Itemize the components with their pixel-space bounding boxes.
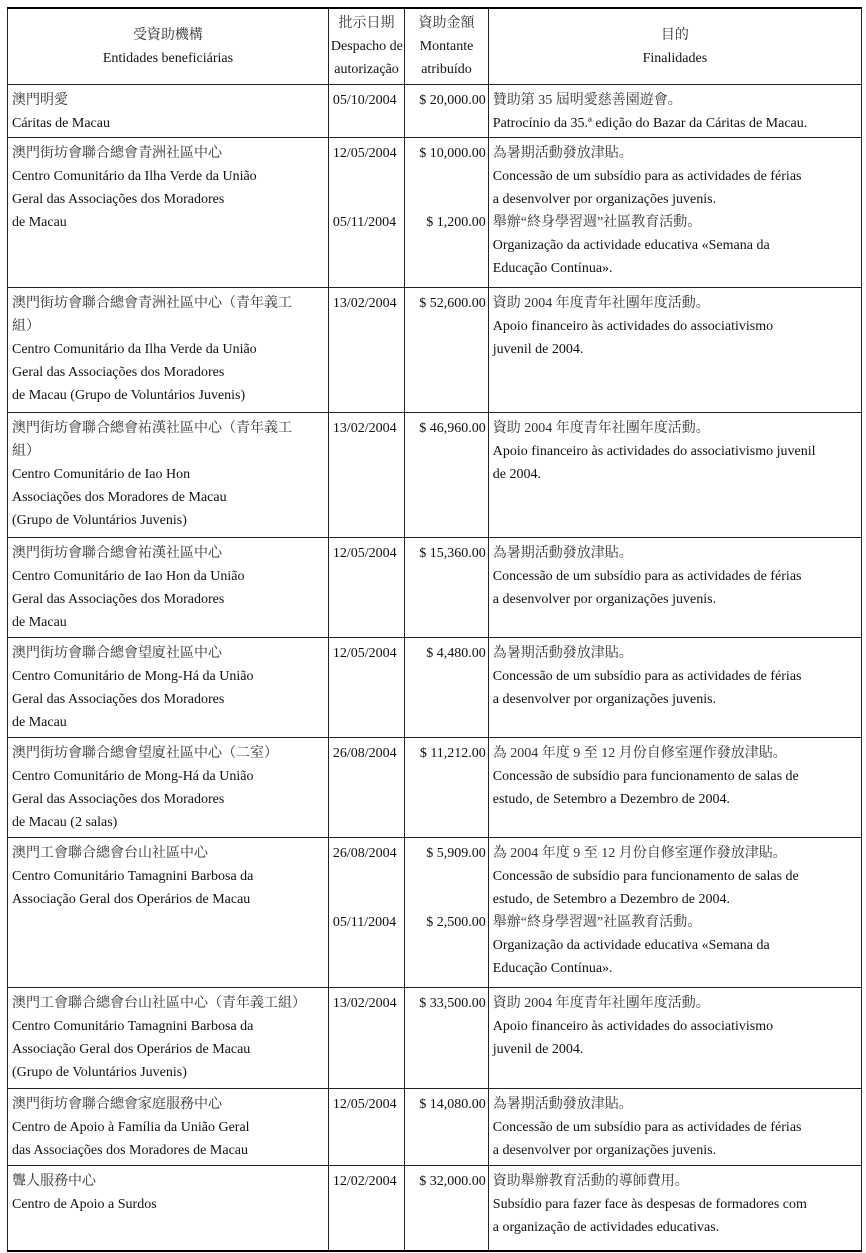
purpose-cell <box>488 638 861 738</box>
date-value: 13/02/2004 <box>332 421 397 436</box>
header-date-pt2: autorização <box>334 62 399 77</box>
entity-line: Centro Comunitário de Mong-Há da União <box>12 669 254 684</box>
entity-line: 澳門明愛 <box>12 93 68 108</box>
date-value: 05/10/2004 <box>332 93 397 108</box>
header-amount-zh: 資助金額 <box>418 16 475 31</box>
purpose-line: a desenvolver por organizações juvenis. <box>492 192 717 207</box>
purpose-line: 為 2004 年度 9 至 12 月份自修室運作發放津貼。 <box>492 746 787 761</box>
amount-value: $ 11,212.00 <box>419 746 486 761</box>
entity-line: Associações dos Moradores de Macau <box>12 490 227 505</box>
purpose-cell <box>488 288 861 413</box>
purpose-line: Concessão de um subsídio para as actividades de férias <box>492 569 802 584</box>
purpose-line: estudo, de Setembro a Dezembro de 2004. <box>492 792 730 807</box>
date-value: 12/02/2004 <box>332 1174 397 1189</box>
purpose-line: juvenil de 2004. <box>492 342 584 357</box>
amount-value: $ 14,080.00 <box>419 1097 486 1112</box>
purpose-line: Concessão de subsídio para funcionamento de salas de <box>492 869 799 884</box>
amount-cell <box>405 838 489 988</box>
header-amount <box>405 8 489 85</box>
entity-cell <box>8 413 329 538</box>
date-value: 13/02/2004 <box>332 296 397 311</box>
table-row <box>8 638 862 738</box>
entity-line: 澳門工會聯合總會台山社區中心 <box>12 846 208 861</box>
purpose-line: Concessão de subsídio para funcionamento de salas de <box>492 769 799 784</box>
amount-value: $ 33,500.00 <box>419 996 486 1011</box>
header-amount-pt1: Montante <box>419 39 474 54</box>
purpose-line: a desenvolver por organizações juvenis. <box>492 1143 717 1158</box>
date-value: 12/05/2004 <box>332 646 397 661</box>
purpose-line: Patrocínio da 35.ª edição do Bazar da Cáritas de Macau. <box>492 116 808 131</box>
purpose-cell <box>488 538 861 638</box>
entity-line: 澳門街坊會聯合總會家庭服務中心 <box>12 1097 222 1112</box>
purpose-line: Apoio financeiro às actividades do associativismo juvenil <box>492 444 816 459</box>
date-cell <box>328 1089 404 1166</box>
entity-line: Geral das Associações dos Moradores <box>12 192 225 207</box>
amount-value: $ 10,000.00 <box>419 146 486 161</box>
entity-line: de Macau (2 salas) <box>12 815 118 830</box>
purpose-line: 為 2004 年度 9 至 12 月份自修室運作發放津貼。 <box>492 846 787 861</box>
spacer <box>333 188 394 211</box>
date-value: 12/05/2004 <box>332 1097 397 1112</box>
entity-line: Geral das Associações dos Moradores <box>12 692 225 707</box>
entity-line: 澳門街坊會聯合總會祐漢社區中心（青年義工 <box>12 421 292 436</box>
table-row <box>8 138 862 288</box>
purpose-line: Concessão de um subsídio para as actividades de férias <box>492 1120 802 1135</box>
table-row <box>8 538 862 638</box>
date-value: 05/11/2004 <box>332 215 397 230</box>
amount-value: $ 46,960.00 <box>419 421 486 436</box>
entity-line: de Macau <box>12 715 67 730</box>
entity-line: Geral das Associações dos Moradores <box>12 592 225 607</box>
date-value: 26/08/2004 <box>332 846 397 861</box>
purpose-line: 資助 2004 年度青年社團年度活動。 <box>492 421 710 436</box>
amount-value: $ 15,360.00 <box>419 546 486 561</box>
entity-line: Centro Comunitário de Mong-Há da União <box>12 769 254 784</box>
date-cell <box>328 85 404 138</box>
date-cell <box>328 738 404 838</box>
date-cell <box>328 838 404 988</box>
date-value: 12/05/2004 <box>332 546 397 561</box>
entity-line: Geral das Associações dos Moradores <box>12 365 225 380</box>
header-amount-pt2: atribuído <box>421 62 472 77</box>
spacer <box>409 188 486 211</box>
purpose-line: 舉辦“終身學習週”社區教育活動。 <box>492 915 702 930</box>
date-cell <box>328 413 404 538</box>
header-row <box>8 8 862 85</box>
spacer <box>333 865 394 888</box>
amount-cell <box>405 413 489 538</box>
date-cell <box>328 638 404 738</box>
purpose-line: 為暑期活動發放津貼。 <box>492 1097 633 1112</box>
purpose-line: 舉辦“終身學習週”社區教育活動。 <box>492 215 702 230</box>
table-row <box>8 288 862 413</box>
entity-line: 澳門街坊會聯合總會青洲社區中心（青年義工 <box>12 296 292 311</box>
spacer <box>409 865 486 888</box>
amount-cell <box>405 85 489 138</box>
amount-cell <box>405 288 489 413</box>
purpose-line: Apoio financeiro às actividades do associativismo <box>492 1019 774 1034</box>
amount-value: $ 20,000.00 <box>419 93 486 108</box>
entity-cell <box>8 288 329 413</box>
entity-line: Centro Comunitário de Iao Hon da União <box>12 569 245 584</box>
entity-cell <box>8 1166 329 1251</box>
entity-cell <box>8 838 329 988</box>
purpose-line: Organização da actividade educativa «Semana da <box>492 238 770 253</box>
subsidy-table <box>7 7 862 1252</box>
table-row <box>8 1166 862 1251</box>
table-row <box>8 738 862 838</box>
entity-line: 澳門工會聯合總會台山社區中心（青年義工組） <box>12 996 306 1011</box>
entity-line: 澳門街坊會聯合總會祐漢社區中心 <box>12 546 222 561</box>
entity-line: 澳門街坊會聯合總會望廈社區中心 <box>12 646 222 661</box>
spacer <box>409 165 486 188</box>
amount-cell <box>405 1089 489 1166</box>
entity-line: Centro Comunitário Tamagnini Barbosa da <box>12 869 254 884</box>
spacer <box>333 165 394 188</box>
date-value: 05/11/2004 <box>332 915 397 930</box>
date-cell <box>328 1166 404 1251</box>
entity-line: Associação Geral dos Operários de Macau <box>12 1042 251 1057</box>
purpose-line: 為暑期活動發放津貼。 <box>492 146 633 161</box>
entity-cell <box>8 1089 329 1166</box>
entity-line: Centro de Apoio a Surdos <box>12 1197 157 1212</box>
entity-line: das Associações dos Moradores de Macau <box>12 1143 248 1158</box>
header-date-zh: 批示日期 <box>338 16 395 31</box>
date-cell <box>328 538 404 638</box>
date-cell <box>328 288 404 413</box>
header-date-pt1: Despacho de <box>330 39 403 54</box>
purpose-line: Apoio financeiro às actividades do associativismo <box>492 319 774 334</box>
table-row <box>8 413 862 538</box>
table-row <box>8 838 862 988</box>
entity-cell <box>8 988 329 1089</box>
purpose-line: 資助舉辦教育活動的導師費用。 <box>492 1174 689 1189</box>
header-entity <box>8 8 329 85</box>
spacer <box>409 888 486 911</box>
purpose-cell <box>488 838 861 988</box>
entity-line: 澳門街坊會聯合總會青洲社區中心 <box>12 146 222 161</box>
entity-line: Centro de Apoio à Família da União Geral <box>12 1120 250 1135</box>
header-entity-zh: 受資助機構 <box>132 27 203 43</box>
purpose-line: Subsídio para fazer face às despesas de formadores com <box>492 1197 807 1212</box>
purpose-line: Organização da actividade educativa «Semana da <box>492 938 770 953</box>
table-row <box>8 988 862 1089</box>
entity-line: 聾人服務中心 <box>12 1174 96 1189</box>
date-cell <box>328 988 404 1089</box>
entity-cell <box>8 738 329 838</box>
entity-cell <box>8 138 329 288</box>
entity-line: 組） <box>12 444 40 459</box>
purpose-cell <box>488 988 861 1089</box>
header-purpose <box>488 8 861 85</box>
amount-cell <box>405 1166 489 1251</box>
entity-line: (Grupo de Voluntários Juvenis) <box>12 513 187 528</box>
date-value: 12/05/2004 <box>332 146 397 161</box>
entity-line: (Grupo de Voluntários Juvenis) <box>12 1065 187 1080</box>
amount-cell <box>405 538 489 638</box>
header-date <box>328 8 404 85</box>
purpose-line: estudo, de Setembro a Dezembro de 2004. <box>492 892 730 907</box>
entity-line: Centro Comunitário de Iao Hon <box>12 467 191 482</box>
header-purpose-zh: 目的 <box>660 27 689 43</box>
amount-cell <box>405 738 489 838</box>
purpose-line: a desenvolver por organizações juvenis. <box>492 592 717 607</box>
purpose-line: a desenvolver por organizações juvenis. <box>492 692 717 707</box>
purpose-line: a organização de actividades educativas. <box>492 1220 720 1235</box>
table-body <box>8 85 862 1251</box>
amount-value: $ 32,000.00 <box>419 1174 486 1189</box>
entity-line: de Macau (Grupo de Voluntários Juvenis) <box>12 388 246 403</box>
entity-cell <box>8 538 329 638</box>
amount-cell <box>405 988 489 1089</box>
entity-line: Cáritas de Macau <box>12 116 110 131</box>
purpose-line: Concessão de um subsídio para as actividades de férias <box>492 669 802 684</box>
spacer <box>333 888 394 911</box>
entity-line: Geral das Associações dos Moradores <box>12 792 225 807</box>
purpose-cell <box>488 1089 861 1166</box>
purpose-line: 資助 2004 年度青年社團年度活動。 <box>492 996 710 1011</box>
entity-line: Centro Comunitário da Ilha Verde da União <box>12 169 257 184</box>
date-value: 26/08/2004 <box>332 746 397 761</box>
purpose-line: 資助 2004 年度青年社團年度活動。 <box>492 296 710 311</box>
entity-line: 組） <box>12 319 40 334</box>
date-value: 13/02/2004 <box>332 996 397 1011</box>
amount-value: $ 52,600.00 <box>419 296 486 311</box>
amount-cell <box>405 638 489 738</box>
purpose-line: Educação Contínua». <box>492 261 613 276</box>
entity-line: Centro Comunitário da Ilha Verde da União <box>12 342 257 357</box>
purpose-cell <box>488 1166 861 1251</box>
amount-value: $ 4,480.00 <box>426 646 486 661</box>
purpose-line: Educação Contínua». <box>492 961 613 976</box>
header-entity-pt: Entidades beneficiárias <box>102 50 234 66</box>
purpose-line: Concessão de um subsídio para as actividades de férias <box>492 169 802 184</box>
entity-line: Centro Comunitário Tamagnini Barbosa da <box>12 1019 254 1034</box>
table-row <box>8 1089 862 1166</box>
purpose-line: juvenil de 2004. <box>492 1042 584 1057</box>
table-row <box>8 85 862 138</box>
amount-value: $ 1,200.00 <box>426 215 486 230</box>
amount-value: $ 2,500.00 <box>426 915 486 930</box>
purpose-line: 為暑期活動發放津貼。 <box>492 646 633 661</box>
date-cell <box>328 138 404 288</box>
entity-cell <box>8 85 329 138</box>
purpose-line: 為暑期活動發放津貼。 <box>492 546 633 561</box>
entity-line: 澳門街坊會聯合總會望廈社區中心（二室） <box>12 746 278 761</box>
entity-line: Associação Geral dos Operários de Macau <box>12 892 251 907</box>
purpose-line: 贊助第 35 屆明愛慈善園遊會。 <box>492 93 682 108</box>
amount-value: $ 5,909.00 <box>426 846 486 861</box>
entity-line: de Macau <box>12 215 67 230</box>
purpose-cell <box>488 738 861 838</box>
entity-line: de Macau <box>12 615 67 630</box>
entity-cell <box>8 638 329 738</box>
purpose-line: de 2004. <box>492 467 542 482</box>
purpose-cell <box>488 138 861 288</box>
purpose-cell <box>488 85 861 138</box>
amount-cell <box>405 138 489 288</box>
purpose-cell <box>488 413 861 538</box>
header-purpose-pt: Finalidades <box>642 50 708 66</box>
